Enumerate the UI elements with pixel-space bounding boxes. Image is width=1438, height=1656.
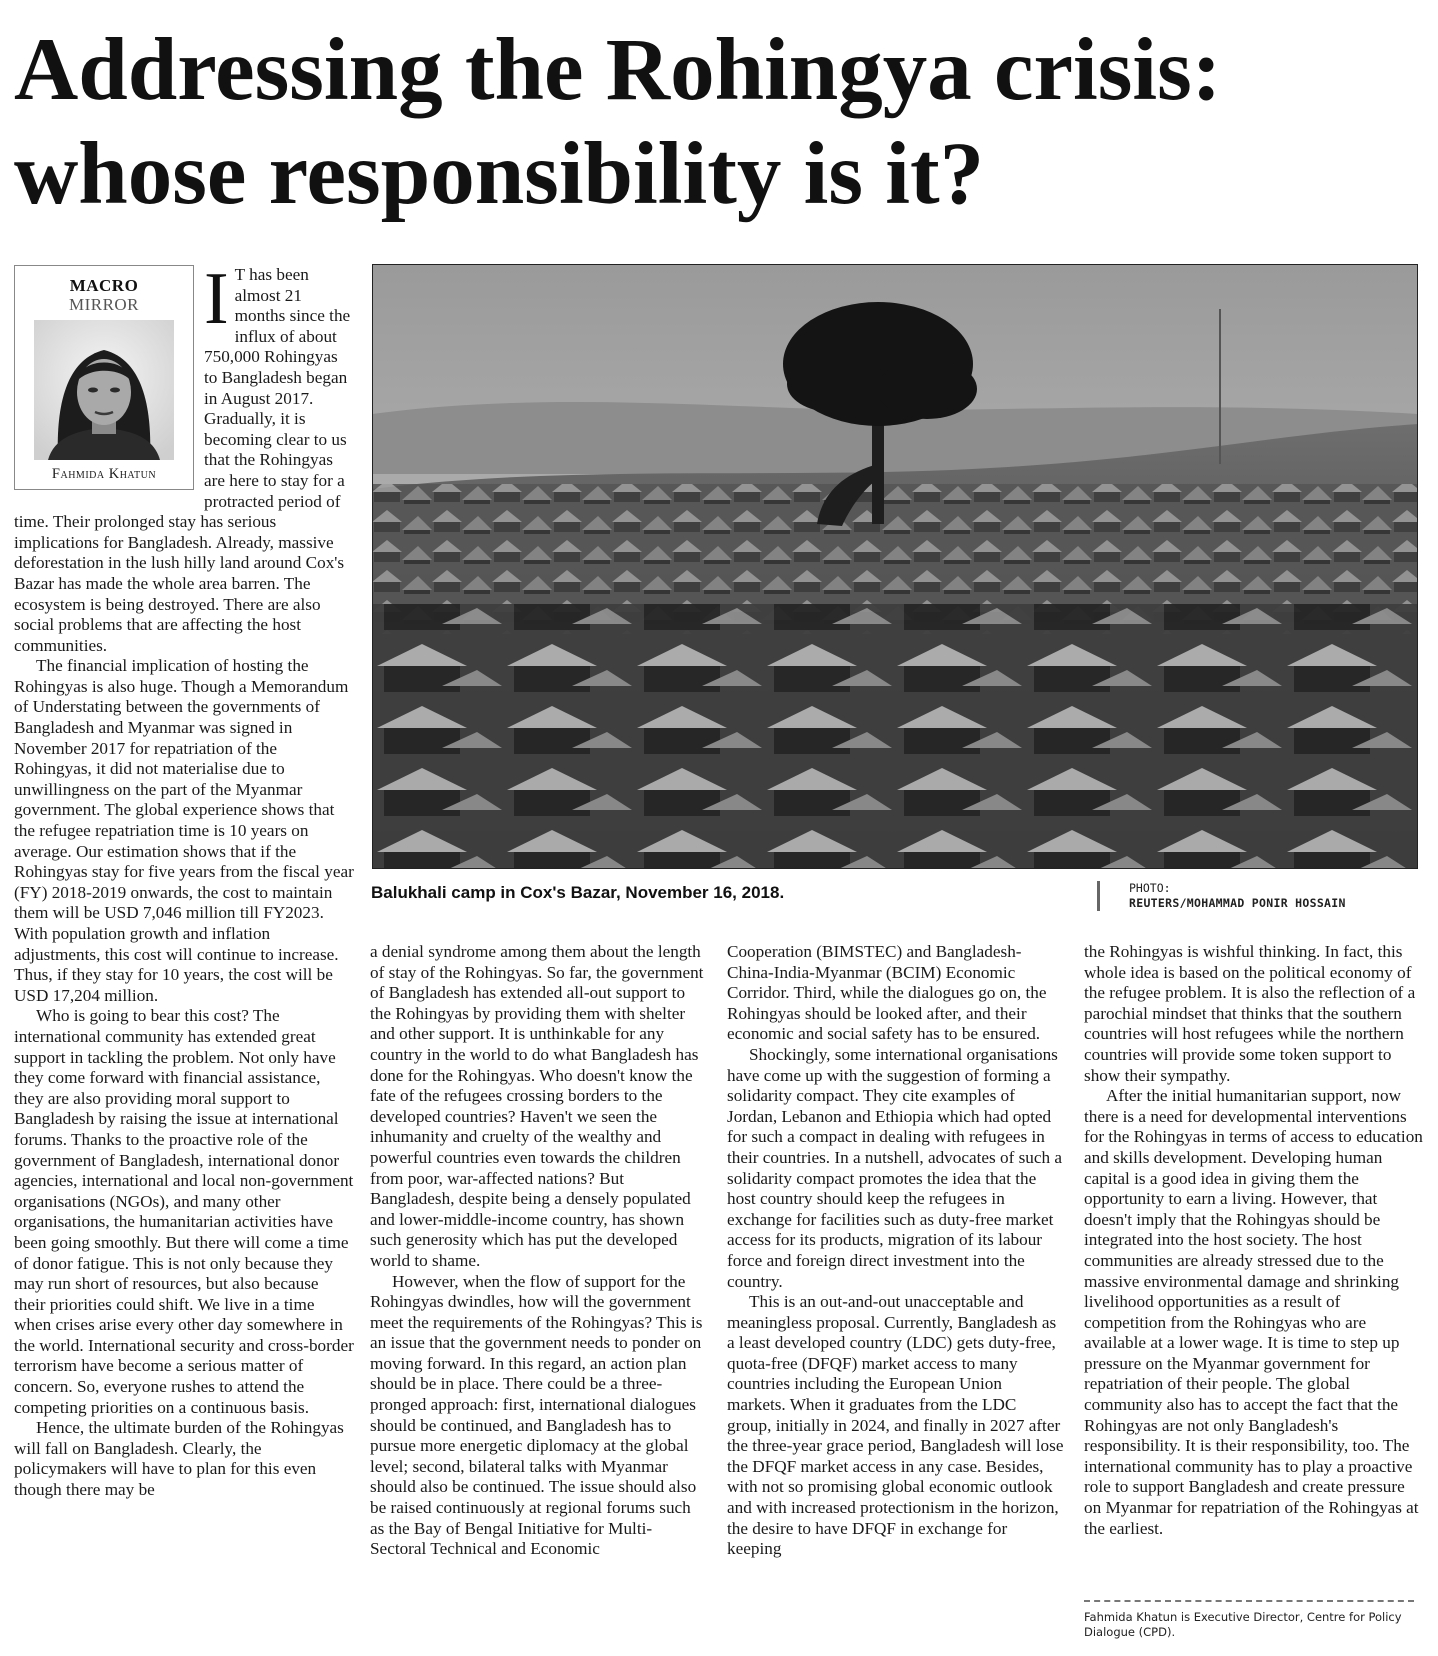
- drop-cap: I: [204, 258, 229, 340]
- paragraph: This is an out-and-out unacceptable and meaningless proposal. Currently, Bangladesh as a least developed country (LDC) gets duty-free, quota-free (DFQF) market access to many countries including the European Union markets. When it graduates from the LDC group, initially in 2024, and finally in 2027 after the three-year grace period, Bangladesh will lose the DFQF market access in any case. Besides, with not so promising global economic outlook and with increased protectionism in the horizon, the desire to have DFQF in exchange for keeping: [727, 1292, 1064, 1559]
- paragraph: T has been almost 21 months since the influx of about 750,000 Rohingyas to Bangladesh began in August 2017. Gradually, it is becoming clear to us that the Rohingyas are here to stay for a protracted period of time. Their prolonged stay has serious implications for Bangladesh. Already, massive deforestation in the lush hilly land around Cox's Bazar has made the whole area barren. The ecosystem is being destroyed. There are also social problems that are affecting the host communities.: [14, 265, 351, 655]
- footnote-divider: [1084, 1600, 1414, 1602]
- paragraph: Who is going to bear this cost? The international community has extended great support in tackling the problem. Not only have they come forward with financial assistance, they are also providing moral support to Bangladesh by raising the issue at international forums. Thanks to the proactive role of the government of Bangladesh, international donor agencies, international and local non-government organisations (NGOs), and many other organisations, the humanitarian activities have been going smoothly. But there will come a time of donor fatigue. This is not only because they may run short of resources, but also because their priorities could shift. We live in a time when crises arise every other day somewhere in the world. International security and cross-border terrorism have become a serious matter of concern. So, everyone rushes to attend the competing priorities on a continuous basis.: [14, 1006, 354, 1417]
- camp-photo: [372, 264, 1418, 869]
- paragraph: The financial implication of hosting the Rohingyas is also huge. Though a Memorandum of Understating between the governments of Bangladesh and Myanmar was signed in November 2017 for repatriation of the Rohingyas, it did not materialise due to unwillingness on the part of the Myanmar government. The global experience shows that the refugee repatriation time is 10 years on average. Our estimation shows that if the Rohingyas stay for five years from the fiscal year (FY) 2018-2019 onwards, the cost to maintain them will be USD 7,046 million till FY2023. With population growth and inflation adjustments, this cost will continue to increase. Thus, if they stay for 10 years, the cost will be USD 17,204 million.: [14, 656, 354, 1005]
- column-author-name: Fahmida Khatun: [51, 466, 157, 482]
- photo-credit: [1129, 881, 1346, 911]
- article-column-4: [1084, 942, 1424, 1539]
- photo-credit-label: PHOTO:: [1129, 881, 1171, 895]
- author-note: Fahmida Khatun is Executive Director, Centre for Policy Dialogue (CPD).: [1084, 1610, 1402, 1639]
- headline-line-2: whose responsibility is it?: [14, 125, 985, 223]
- paragraph: After the initial humanitarian support, now there is a need for developmental interventions for the Rohingyas in terms of access to education and skills development. Developing human capital is a good idea in giving them the opportunity to earn a living. However, that doesn't imply that the Rohingyas should be integrated into the host society. The host communities are already stressed due to the massive environmental damage and shrinking livelihood opportunities as a result of competition from the Rohingyas who are available at a lower wage. It is time to step up pressure on the Myanmar government for repatriation of their people. The global community also has to accept the fact that the Rohingyas are not only Bangladesh's responsibility. It is their responsibility, too. The international community has to play a proactive role to support Bangladesh and create pressure on Myanmar for repatriation of the Rohingyas at the earliest.: [1084, 1086, 1423, 1538]
- paragraph: Hence, the ultimate burden of the Rohingyas will fall on Bangladesh. Clearly, the policymakers will have to plan for this even though there may be: [14, 1418, 344, 1500]
- headline-line-1: Addressing the Rohingya crisis:: [14, 21, 1222, 119]
- photo-credit-name: REUTERS/MOHAMMAD PONIR HOSSAIN: [1129, 896, 1346, 910]
- article-column-3: [727, 942, 1064, 1560]
- article-column-1: [14, 258, 354, 1501]
- column-series-subname: MIRROR: [68, 295, 140, 314]
- paragraph: a denial syndrome among them about the length of stay of the Rohingyas. So far, the government of Bangladesh has extended all-out support to the Rohingyas by providing them with shelter and other support. It is unthinkable for any country in the world to do what Bangladesh has done for the Rohingyas. Who doesn't know the fate of the refugees crossing borders to the developed countries? Haven't we seen the inhumanity and cruelty of the wealthy and powerful countries even towards the children from poor, war-affected nations? But Bangladesh, despite being a densely populated and lower-middle-income country, has shown such generosity which has put the developed world to shame.: [370, 942, 704, 1270]
- headline: [14, 18, 1414, 226]
- credit-divider: [1097, 881, 1100, 911]
- paragraph: the Rohingyas is wishful thinking. In fact, this whole idea is based on the political economy of the refugee problem. It is also the reflection of a parochial mindset that thinks that the southern countries will host refugees while the northern countries will provide some token support to show their sympathy.: [1084, 942, 1416, 1085]
- article-column-2: [370, 942, 707, 1560]
- paragraph: However, when the flow of support for the Rohingyas dwindles, how will the government meet the requirements of the Rohingyas? This is an issue that the government needs to ponder on moving forward. In this regard, an action plan should be in place. There could be a three-pronged approach: first, international dialogues should be continued, and Bangladesh has to pursue more energetic diplomacy at the global level; second, bilateral talks with Myanmar should also be continued. The issue should also be raised continuously at regional forums such as the Bay of Bengal Initiative for Multi-Sectoral Technical and Economic: [370, 1271, 703, 1559]
- column-series-name: MACRO: [69, 276, 139, 295]
- paragraph: Cooperation (BIMSTEC) and Bangladesh-China-India-Myanmar (BCIM) Economic Corridor. Third, while the dialogues go on, the Rohingyas should be looked after, and their economic and social safety has to be ensured.: [727, 942, 1047, 1044]
- column-author-box: [14, 265, 194, 490]
- author-portrait: [34, 320, 174, 460]
- photo-caption: Balukhali camp in Cox's Bazar, November 16, 2018.: [371, 883, 785, 902]
- paragraph: Shockingly, some international organisations have come up with the suggestion of forming a solidarity compact. They cite examples of Jordan, Lebanon and Ethiopia which had opted for such a compact in dealing with refugees in their countries. In a nutshell, advocates of such a solidarity compact promotes the idea that the host country should keep the refugees in exchange for facilities such as duty-free market access for its products, migration of its labour force and foreign direct investment into the country.: [727, 1044, 1063, 1291]
